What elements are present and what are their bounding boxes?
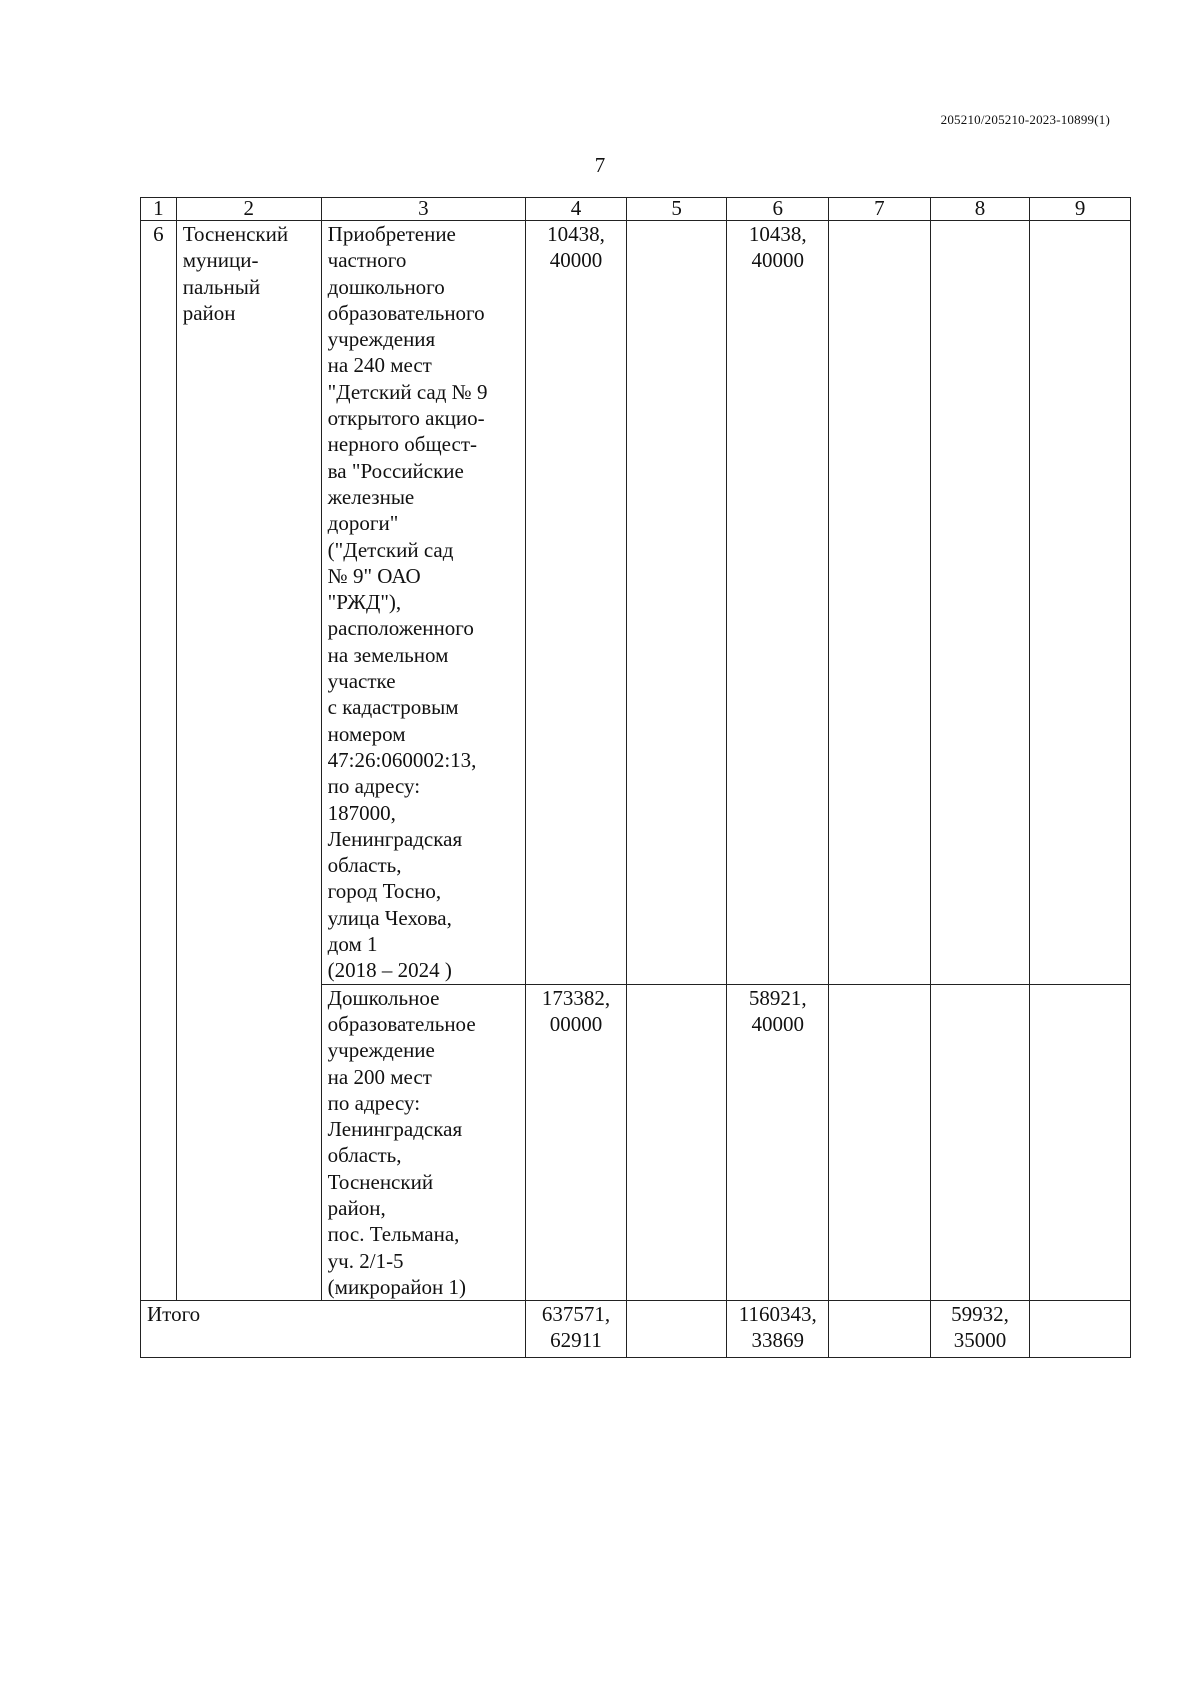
data-table bbox=[140, 197, 1131, 1358]
total-col6: 1160343, 33869 bbox=[727, 1301, 829, 1358]
district-cell: Тосненский муници- пальный район bbox=[176, 221, 321, 1301]
column-number: 7 bbox=[829, 198, 931, 221]
column-number: 3 bbox=[321, 198, 525, 221]
value-cell-col4: 173382, 00000 bbox=[526, 984, 627, 1301]
value-cell-col4: 10438, 40000 bbox=[526, 221, 627, 985]
object-description-cell: Приобретение частного дошкольного образовательного учреждения на 240 мест "Детский сад № 9 открытого акцио- нерного общест- ва "Российские железные дороги" ("Детский сад № 9" ОАО "РЖД"), расположенного на земельном участке с кадастровым номером 47:26:060002:13, по адресу: 187000, Ленинградская область, город Тосно, улица Чехова, дом 1 (2018 – 2024 ) bbox=[321, 221, 525, 985]
value-cell-col5 bbox=[626, 984, 727, 1301]
column-number: 4 bbox=[526, 198, 627, 221]
value-cell-col7 bbox=[829, 221, 931, 985]
value-cell-col6: 10438, 40000 bbox=[727, 221, 829, 985]
table-row bbox=[141, 221, 1131, 985]
row-number: 6 bbox=[141, 221, 177, 1301]
total-col8: 59932, 35000 bbox=[930, 1301, 1030, 1358]
value-cell-col6: 58921, 40000 bbox=[727, 984, 829, 1301]
total-row bbox=[141, 1301, 1131, 1358]
object-description-cell: Дошкольное образовательное учреждение на 200 мест по адресу: Ленинградская область, Тосненский район, пос. Тельмана, уч. 2/1-5 (микрорайон 1) bbox=[321, 984, 525, 1301]
column-number: 5 bbox=[626, 198, 727, 221]
value-cell-col9 bbox=[1030, 221, 1131, 985]
total-label: Итого bbox=[141, 1301, 526, 1358]
page-number: 7 bbox=[594, 153, 606, 177]
column-number: 8 bbox=[930, 198, 1030, 221]
value-cell-col9 bbox=[1030, 984, 1131, 1301]
value-cell-col5 bbox=[626, 221, 727, 985]
total-col4: 637571, 62911 bbox=[526, 1301, 627, 1358]
column-number-row bbox=[141, 198, 1131, 221]
total-col5 bbox=[626, 1301, 727, 1358]
document-id: 205210/205210-2023-10899(1) bbox=[940, 112, 1110, 127]
value-cell-col8 bbox=[930, 984, 1030, 1301]
column-number: 1 bbox=[141, 198, 177, 221]
value-cell-col7 bbox=[829, 984, 931, 1301]
column-number: 2 bbox=[176, 198, 321, 221]
total-col7 bbox=[829, 1301, 931, 1358]
value-cell-col8 bbox=[930, 221, 1030, 985]
total-col9 bbox=[1030, 1301, 1131, 1358]
column-number: 9 bbox=[1030, 198, 1131, 221]
column-number: 6 bbox=[727, 198, 829, 221]
